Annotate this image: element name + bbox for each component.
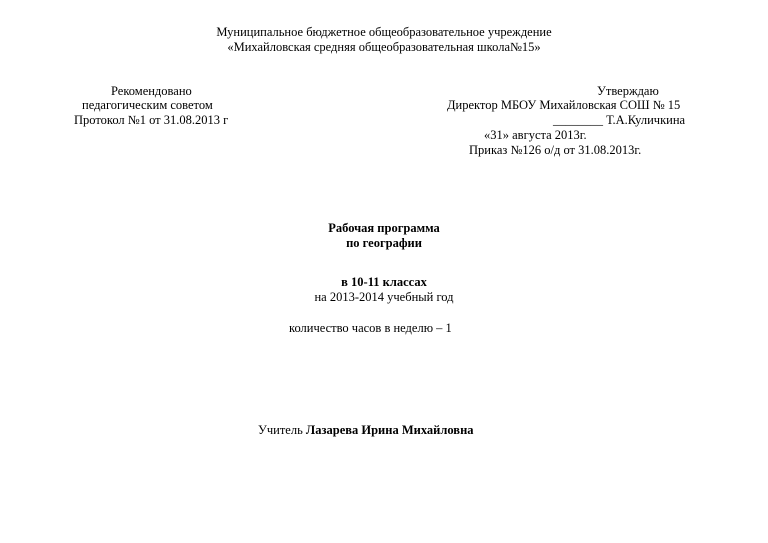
approved-label: Утверждаю: [597, 84, 659, 98]
program-title: Рабочая программа: [328, 221, 440, 235]
approved-date: «31» августа 2013г.: [484, 128, 587, 142]
program-grades: в 10-11 классах: [341, 275, 427, 289]
approved-director: Директор МБОУ Михайловская СОШ № 15: [447, 98, 681, 112]
recommended-council: педагогическим советом: [82, 98, 213, 112]
teacher-label: Учитель: [258, 423, 303, 437]
institution-line-1: Муниципальное бюджетное общеобразовательное учреждение: [216, 25, 552, 39]
teacher-line: [258, 423, 474, 438]
institution-line-2: «Михайловская средняя общеобразовательная школа№15»: [227, 40, 541, 54]
approved-signature: ________ Т.А.Куличкина: [553, 113, 686, 127]
program-subject: по географии: [346, 236, 422, 250]
recommended-protocol: Протокол №1 от 31.08.2013 г: [74, 113, 229, 127]
teacher-name: Лазарева Ирина Михайловна: [305, 423, 474, 437]
recommended-label: Рекомендовано: [111, 84, 192, 98]
approved-order: Приказ №126 о/д от 31.08.2013г.: [469, 143, 642, 157]
program-year: на 2013-2014 учебный год: [314, 290, 454, 304]
program-hours: количество часов в неделю – 1: [289, 321, 452, 335]
